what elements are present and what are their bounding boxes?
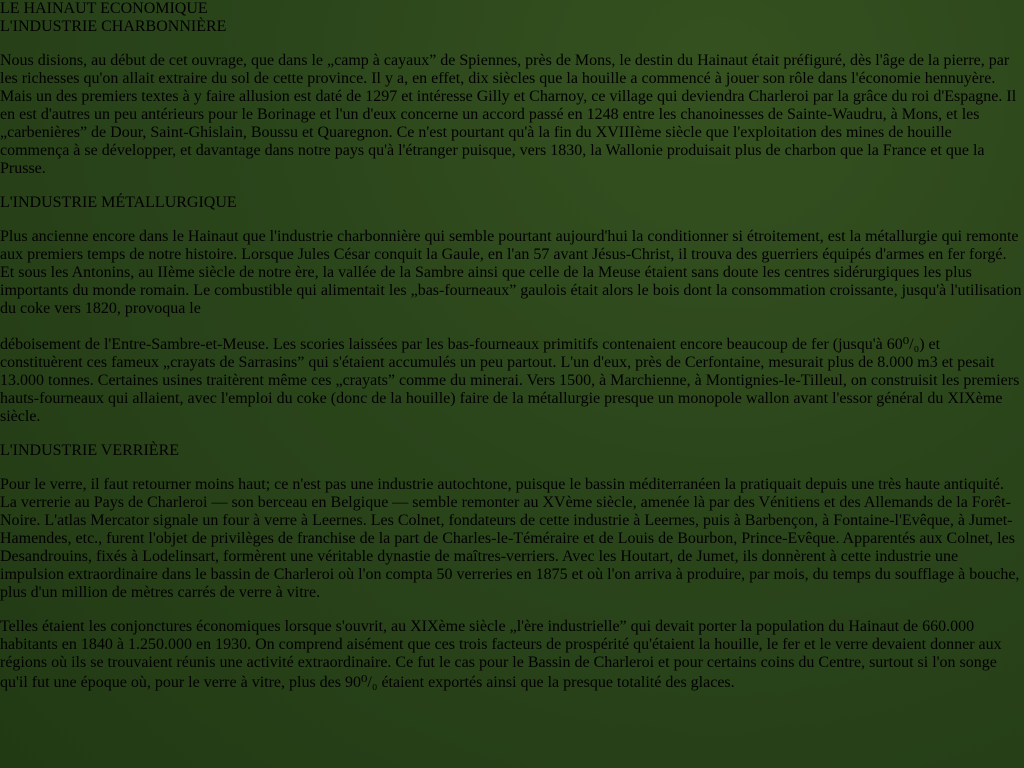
paragraph-conjonctures: Telles étaient les conjonctures économiques lorsque s'ouvrit, au XIXème siècle „l'ère industrielle” qui devait porter la population du Hainaut de 660.000 habitants en 1840 à 1.250.000 en 1930. On comprend aisément que ces trois facteurs de prospérité qu'étaient la houille, le fer et le verre devaient donner aux régions où ils se trouvaient réunis une activité extraordinaire. Ce fut le cas pour le Bassin de Charleroi et pour certains coins du Centre, surtout si l'on songe qu'il fut une époque où, pour le verre à vitre, plus des 90⁰/₀ étaient exportés ainsi que la presque totalité des glaces. <box>0 618 1002 691</box>
page-stack-fore-edge <box>980 16 1024 768</box>
section-heading-industrie-charbonniere: L'INDUSTRIE CHARBONNIÈRE <box>0 18 227 35</box>
section-heading-industrie-verriere: L'INDUSTRIE VERRIÈRE <box>0 442 180 459</box>
section-heading-industrie-metallurgique: L'INDUSTRIE MÉTALLURGIQUE <box>0 194 237 211</box>
paragraph-verriere: Pour le verre, il faut retourner moins haut; ce n'est pas une industrie autochtone, puisque le bassin méditerranéen la pratiquait depuis une très haute antiquité. La verrerie au Pays de Charleroi — son berceau en Belgique — semble remonter au XVème siècle, amenée là par des Vénitiens et des Allemands de la Forêt-Noire. L'atlas Mercator signale un four à verre à Leernes. Les Colnet, fondateurs de cette industrie à Leernes, puis à Barbençon, à Fontaine-l'Evêque, à Jumet-Hamendes, etc., furent l'objet de privilèges de franchise de la part de Charles-le-Téméraire et de Louis de Bourbon, Prince-Evêque. Apparentés aux Colnet, les Desandrouins, fixés à Lodelinsart, formèrent une véritable dynastie de maîtres-verriers. Avec les Houtart, de Jumet, ils donnèrent à cette industrie une impulsion extraordinaire dans le bassin de Charleroi où l'on compta 50 verreries en 1875 et où l'on arriva à produire, par mois, du temps du soufflage à bouche, plus d'un million de mètres carrés de verre à vitre. <box>0 476 1020 601</box>
paragraph-charbonniere: Nous disions, au début de cet ouvrage, que dans le „camp à cayaux” de Spiennes, près de Mons, le destin du Hainaut était préfiguré, dès l'âge de la pierre, par les richesses qu'on allait extraire du sol de cette province. Il y a, en effet, dix siècles que la houille a commencé à jouer son rôle dans l'économie hennuyère. Mais un des premiers textes à y faire allusion est daté de 1297 et intéresse Gilly et Charnoy, ce village qui deviendra Charleroi par la grâce du roi d'Espagne. Il en est d'autres un peu antérieurs pour le Borinage et l'un d'eux concerne un accord passé en 1248 entre les chanoinesses de Sainte-Waudru, à Mons, et les „carbenières” de Dour, Saint-Ghislain, Boussu et Quaregnon. Ce n'est pourtant qu'à la fin du XVIIIème siècle que l'exploitation des mines de houille commença à se développer, et davantage dans notre pays qu'à l'étranger puisque, vers 1830, la Wallonie produisait plus de charbon que la France et que la Prusse. <box>0 52 1017 177</box>
paragraph-metallurgique: Plus ancienne encore dans le Hainaut que l'industrie charbonnière qui semble pourtant aujourd'hui la conditionner si étroitement, est la métallurgie qui remonte aux premiers temps de notre histoire. Lorsque Jules César conquit la Gaule, en l'an 57 avant Jésus-Christ, il trouva des guerriers équipés d'armes en fer forgé. Et sous les Antonins, au IIème siècle de notre ère, la vallée de la Sambre ainsi que celle de la Meuse étaient sans doute les centres sidérurgiques les plus importants du monde romain. Le combustible qui alimentait les „bas-fourneaux” gaulois était alors le bois dont la consommation croissante, jusqu'à l'utilisation du coke vers 1820, provoqua le <box>0 228 1022 317</box>
chapter-title: LE HAINAUT ECONOMIQUE <box>0 0 208 17</box>
right-page-text <box>0 334 1024 692</box>
paragraph-metallurgique-continuation: déboisement de l'Entre-Sambre-et-Meuse. Les scories laissées par les bas-fourneaux primitifs contenaient encore beaucoup de fer (jusqu'à 60⁰/₀) et constituèrent ces fameux „crayats de Sarrasins” qui s'étaient accumulés un peu partout. L'un d'eux, près de Cerfontaine, mesurait plus de 8.000 m3 et pesait 13.000 tonnes. Certaines usines traitèrent même ces „crayats” comme du minerai. Vers 1500, à Marchienne, à Montignies-le-Tilleul, on construisit les premiers hauts-fourneaux qui allaient, avec l'emploi du coke (donc de la houille) faire de la métallurgie presque un monopole wallon avant l'essor général du XIXème siècle. <box>0 336 1020 425</box>
left-page-text <box>0 0 1024 318</box>
